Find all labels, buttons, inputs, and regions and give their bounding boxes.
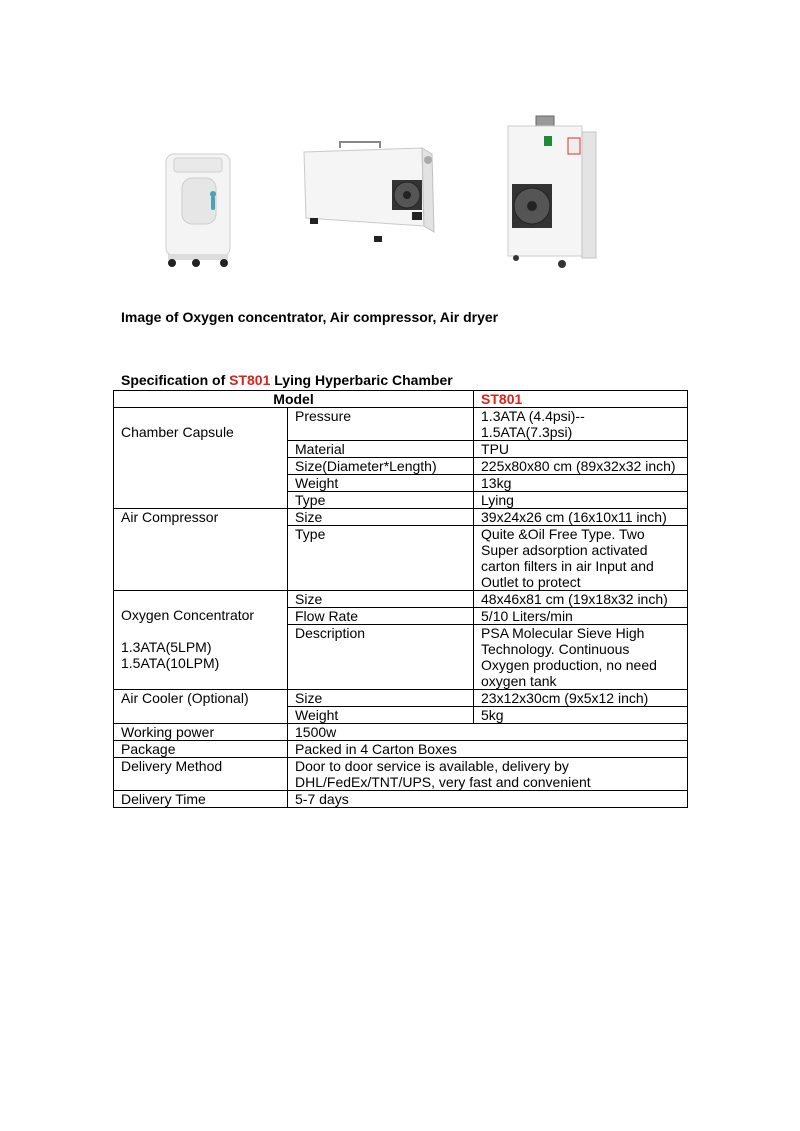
spec-title-model: ST801 bbox=[229, 372, 271, 388]
param-name: Weight bbox=[288, 475, 474, 492]
chamber-label-cell bbox=[114, 408, 288, 509]
param-value: 5/10 Liters/min bbox=[474, 608, 688, 625]
air-dryer-image bbox=[502, 112, 602, 272]
param-value: 48x46x81 cm (19x18x32 inch) bbox=[474, 591, 688, 608]
oxygen-concentrator-image bbox=[158, 150, 238, 270]
delivery-method-value: Door to door service is available, delivery by DHL/FedEx/TNT/UPS, very fast and convenient bbox=[288, 758, 688, 791]
param-name: Size bbox=[288, 509, 474, 526]
param-value: 13kg bbox=[474, 475, 688, 492]
table-row bbox=[114, 391, 688, 408]
spec-table bbox=[113, 390, 688, 808]
concentrator-label: Oxygen Concentrator bbox=[121, 607, 255, 623]
spec-title-prefix: Specification of bbox=[121, 372, 230, 388]
table-row bbox=[114, 758, 688, 791]
table-row bbox=[114, 509, 688, 526]
chamber-label: Chamber Capsule bbox=[121, 424, 234, 440]
table-row bbox=[114, 690, 688, 707]
param-value: 5kg bbox=[474, 707, 688, 724]
param-value: 23x12x30cm (9x5x12 inch) bbox=[474, 690, 688, 707]
working-power-label: Working power bbox=[114, 724, 288, 741]
delivery-time-value: 5-7 days bbox=[288, 791, 688, 808]
param-value: 39x24x26 cm (16x10x11 inch) bbox=[474, 509, 688, 526]
param-name: Pressure bbox=[288, 408, 474, 441]
param-value bbox=[474, 408, 688, 441]
delivery-method-label: Delivery Method bbox=[114, 758, 288, 791]
package-value: Packed in 4 Carton Boxes bbox=[288, 741, 688, 758]
model-label: Model bbox=[114, 391, 474, 408]
concentrator-label-cell bbox=[114, 591, 288, 690]
image-caption: Image of Oxygen concentrator, Air compressor, Air dryer bbox=[121, 309, 499, 325]
param-value: PSA Molecular Sieve High Technology. Continuous Oxygen production, no need oxygen tank bbox=[474, 625, 688, 690]
pressure-line2: 1.5ATA(7.3psi) bbox=[481, 424, 573, 440]
spec-title bbox=[121, 372, 453, 388]
param-value: TPU bbox=[474, 441, 688, 458]
model-value: ST801 bbox=[474, 391, 688, 408]
param-name: Type bbox=[288, 526, 474, 591]
param-name: Weight bbox=[288, 707, 474, 724]
package-label: Package bbox=[114, 741, 288, 758]
delivery-time-label: Delivery Time bbox=[114, 791, 288, 808]
concentrator-sub2: 1.5ATA(10LPM) bbox=[121, 655, 220, 671]
param-name: Type bbox=[288, 492, 474, 509]
param-value: 225x80x80 cm (89x32x32 inch) bbox=[474, 458, 688, 475]
table-row bbox=[114, 791, 688, 808]
param-name: Size bbox=[288, 690, 474, 707]
table-row bbox=[114, 591, 688, 608]
param-name: Material bbox=[288, 441, 474, 458]
air-compressor-image bbox=[300, 140, 440, 250]
param-name: Description bbox=[288, 625, 474, 690]
param-name: Size bbox=[288, 591, 474, 608]
param-name: Flow Rate bbox=[288, 608, 474, 625]
concentrator-sub1: 1.3ATA(5LPM) bbox=[121, 639, 212, 655]
spec-title-suffix: Lying Hyperbaric Chamber bbox=[270, 372, 453, 388]
working-power-value: 1500w bbox=[288, 724, 688, 741]
table-row bbox=[114, 724, 688, 741]
param-name: Size(Diameter*Length) bbox=[288, 458, 474, 475]
param-value: Quite &Oil Free Type. Two Super adsorption activated carton filters in air Input and Outlet to protect bbox=[474, 526, 688, 591]
compressor-label: Air Compressor bbox=[114, 509, 288, 591]
pressure-line1: 1.3ATA (4.4psi)-- bbox=[481, 408, 585, 424]
cooler-label: Air Cooler (Optional) bbox=[114, 690, 288, 724]
table-row bbox=[114, 741, 688, 758]
param-value: Lying bbox=[474, 492, 688, 509]
table-row bbox=[114, 408, 688, 441]
